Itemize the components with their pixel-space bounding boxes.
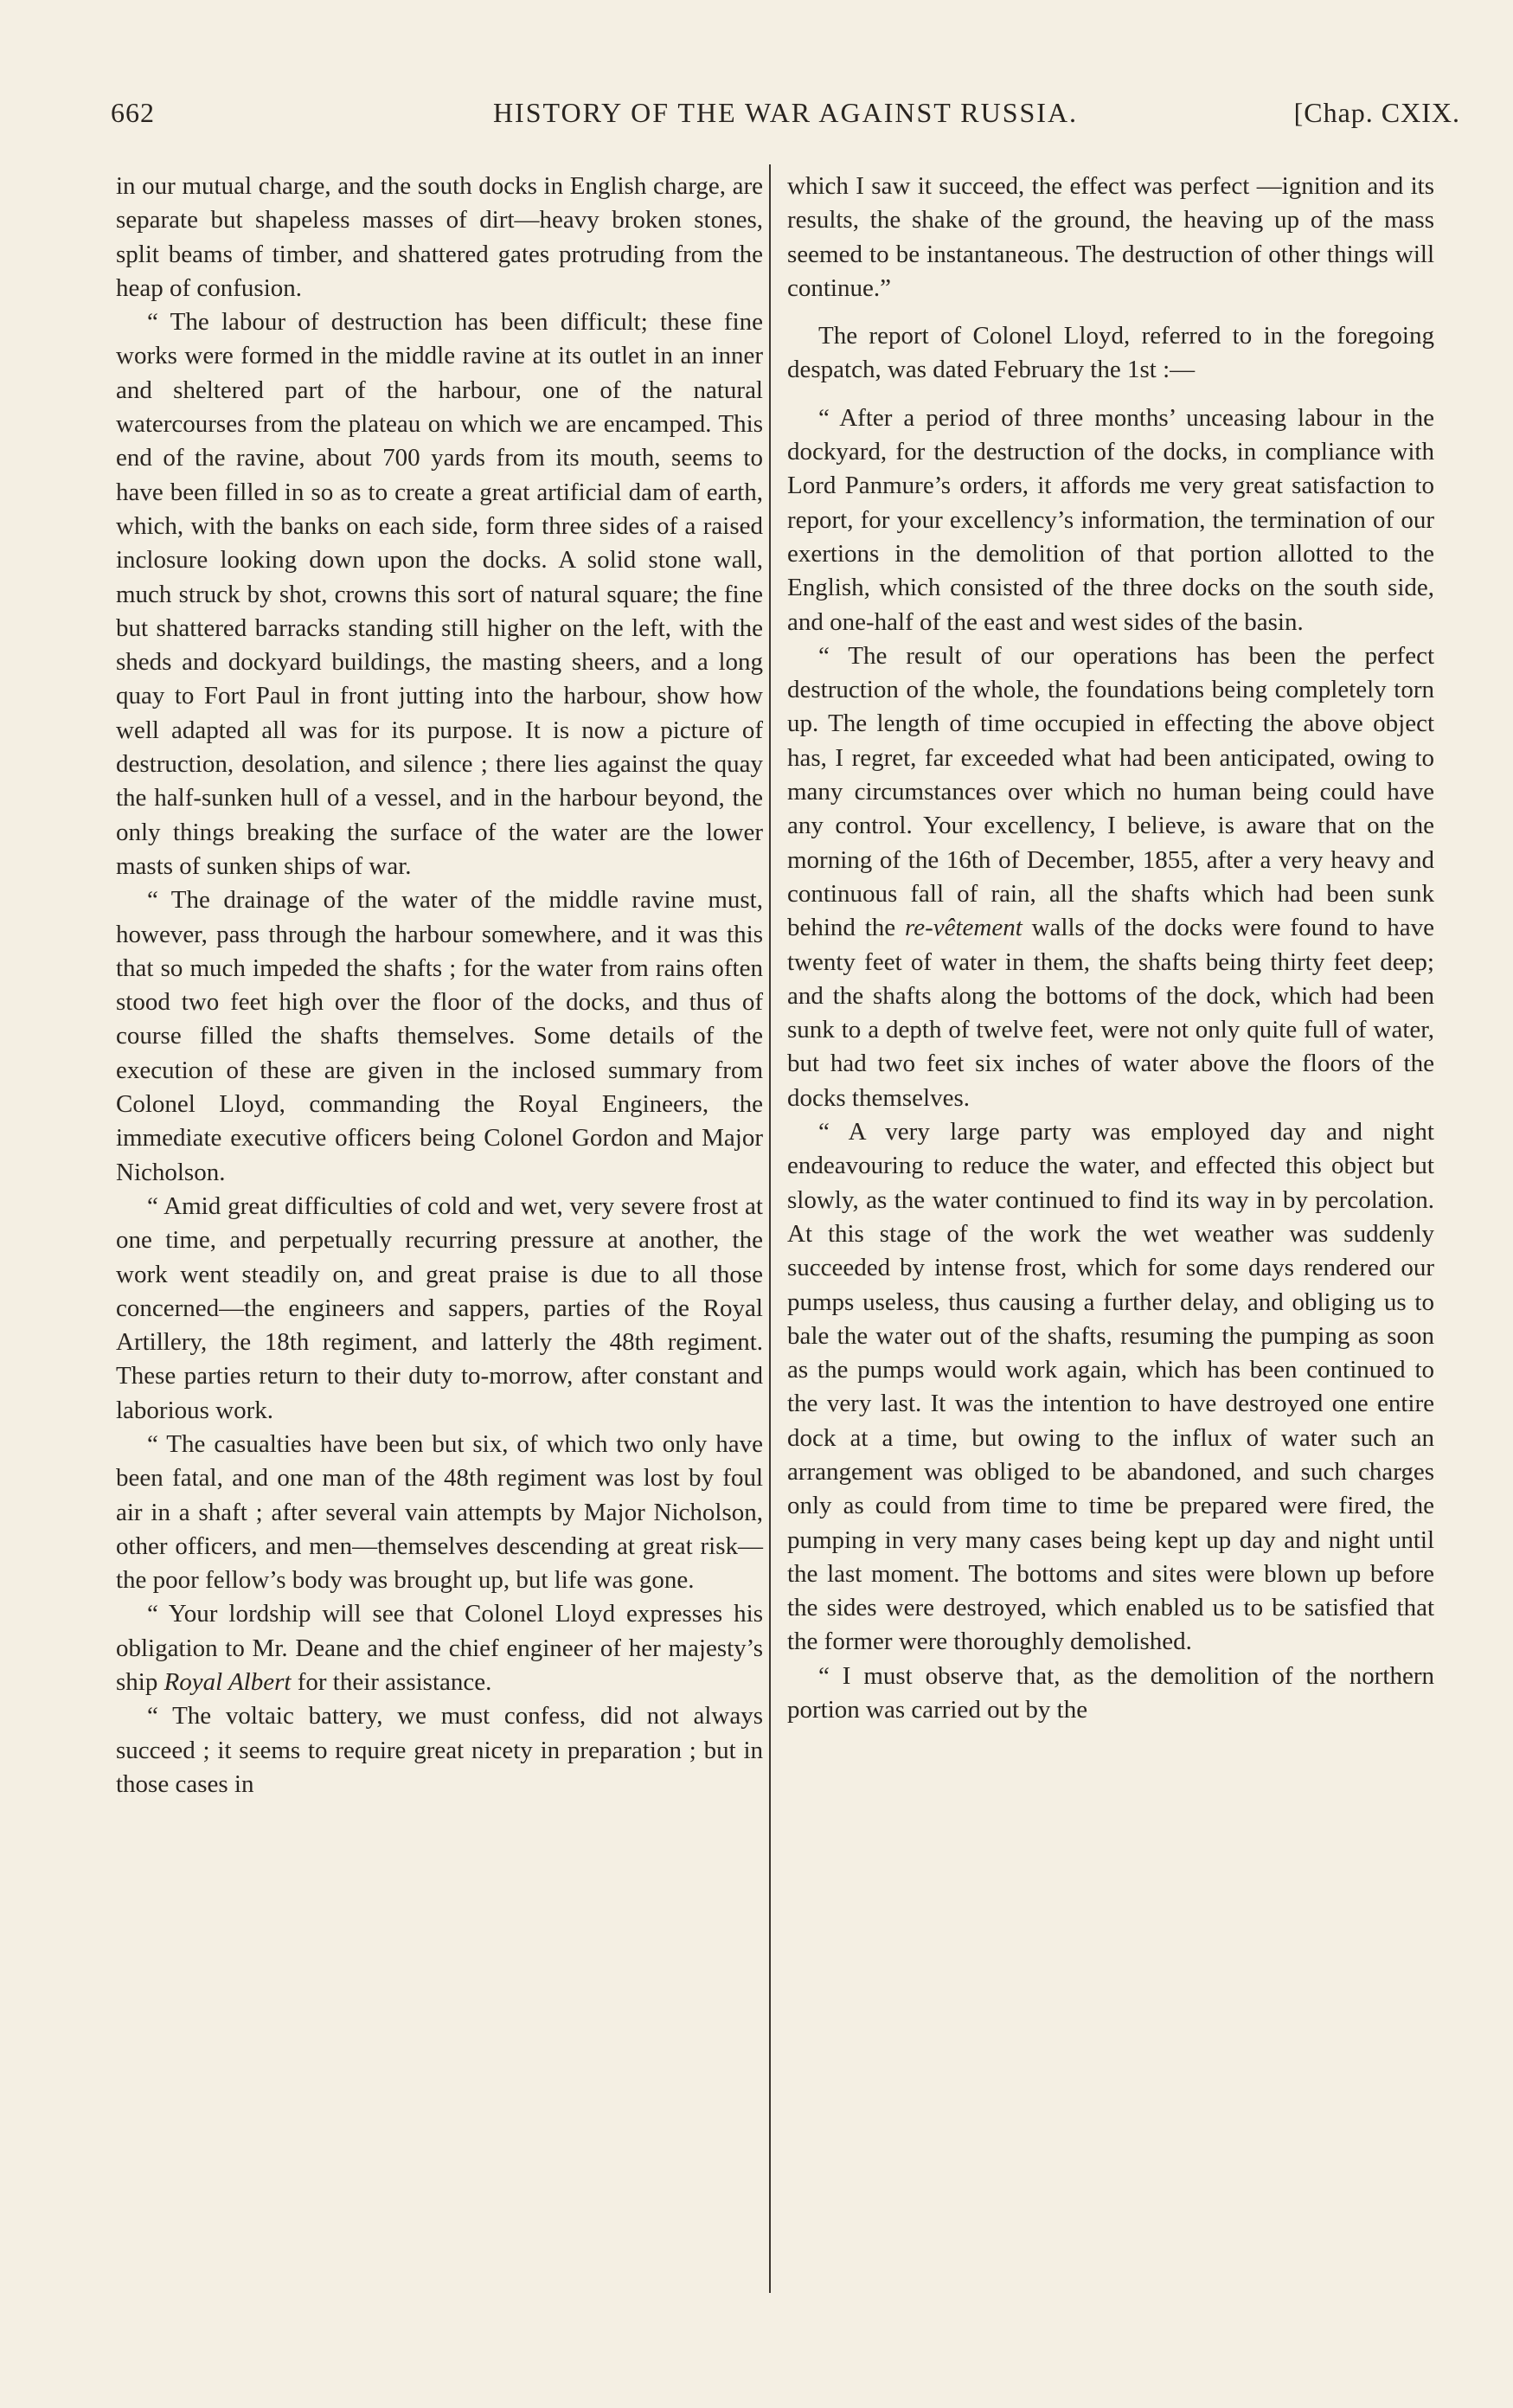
column-divider xyxy=(769,164,771,2293)
paragraph xyxy=(116,1597,763,1699)
text-run: for their assistance. xyxy=(291,1668,492,1697)
running-header xyxy=(111,97,1460,135)
chapter-label: [Chap. CXIX. xyxy=(1293,97,1460,128)
paragraph: The report of Colonel Lloyd, referred to in the foregoing despatch, was dated February the 1st :— xyxy=(787,322,1434,384)
italic-term: re-vêtement xyxy=(904,914,1023,942)
paragraph: “ After a period of three months’ unceasing labour in the dockyard, for the destruction of the docks, in compliance with Lord Panmure’s orders, it affords me very great satisfaction to report, for your excellency’s information, the termination of our exertions in the demolition of that portion allotted to the English, which consisted of the three docks on the south side, and one-half of the east and west sides of the basin. xyxy=(787,403,1434,636)
right-column xyxy=(787,170,1434,1727)
paragraph: which I saw it succeed, the effect was perfect —ignition and its results, the shake of the ground, the heaving up of the mass seemed to be instantaneous. The destruction of other things will continue.” xyxy=(787,172,1434,302)
text-run: walls of the docks were found to have twenty feet of water in them, the shafts being thirty feet deep; and the shafts along the bottoms of the dock, which had been sunk to a depth of twelve feet, were not only quite full of water, but had two feet six inches of water above the floors of the docks themselves. xyxy=(787,914,1435,1112)
paragraph: “ Amid great difficulties of cold and wet, very severe frost at one time, and perpetually recurring pressure at another, the work went steadily on, and great praise is due to all those concerned—the engineers and sappers, parties of the Royal Artillery, the 18th regiment, and latterly the 48th regiment. These parties return to their duty to-morrow, after constant and laborious work. xyxy=(116,1191,763,1424)
paragraph: “ The labour of destruction has been difficult; these fine works were formed in the middle ravine at its outlet in an inner and sheltered part of the harbour, one of the natural watercourses from the plateau on which we are encamped. This end of the ravine, about 700 yards from its mouth, seems to have been filled in so as to create a great artificial dam of earth, which, with the banks on each side, form three sides of a raised inclosure looking down upon the docks. A solid stone wall, much struck by shot, crowns this sort of natural square; the fine but shattered barracks standing still higher on the left, with the sheds and dockyard buildings, the masting sheers, and a long quay to Fort Paul in front jutting into the harbour, show how well adapted all was for its purpose. It is now a picture of destruction, desolation, and silence ; there lies against the quay the half-sunken hull of a vessel, and in the harbour beyond, the only things breaking the surface of the water are the lower masts of sunken ships of war. xyxy=(116,308,763,880)
paragraph: “ The voltaic battery, we must confess, did not always succeed ; it seems to require great nicety in preparation ; but in those cases in xyxy=(116,1702,763,1798)
paragraph: “ The casualties have been but six, of which two only have been fatal, and one man of the 48th regiment was lost by foul air in a shaft ; after several vain attempts by Major Nicholson, other officers, and men—themselves descending at great risk—the poor fellow’s body was brought up, but life was gone. xyxy=(116,1429,763,1595)
paragraph: “ I must observe that, as the demolition of the northern portion was carried out by the xyxy=(787,1661,1434,1724)
text-run: “ The result of our operations has been the perfect destruction of the whole, the foundations being completely torn up. The length of time occupied in effecting the above object has, I regret, far exceeded what had been anticipated, owing to many circumstances over which no human being could have any control. Your excellency, I believe, is aware that on the morning of the 16th of December, 1855, after a very heavy and continuous fall of rain, all the shafts which had been sunk behind the xyxy=(787,641,1434,942)
paragraph xyxy=(787,639,1434,1115)
paragraph: “ The drainage of the water of the middle ravine must, however, pass through the harbour somewhere, and it was this that so much impeded the shafts ; for the water from rains often stood two feet high over the floor of the docks, and thus of course filled the shafts themselves. Some details of the execution of these are given in the inclosed summary from Colonel Lloyd, commanding the Royal Engineers, the immediate executive officers being Colonel Gordon and Major Nicholson. xyxy=(116,886,763,1186)
running-title: HISTORY OF THE WAR AGAINST RUSSIA. xyxy=(492,97,1079,128)
left-column xyxy=(116,170,763,1801)
paragraph: “ A very large party was employed day and night endeavouring to reduce the water, and effected this object but slowly, as the water continued to find its way in by percolation. At this stage of the work the wet weather was suddenly succeeded by intense frost, which for some days rendered our pumps useless, thus causing a further delay, and obliging us to bale the water out of the shafts, resuming the pumping as soon as the pumps would work again, which has been continued to the very last. It was the intention to have destroyed one entire dock at a time, but owing to the influx of water such an arrangement was obliged to be abandoned, and such charges only as could from time to time be prepared were fired, the pumping in very many cases being kept up day and night until the last moment. The bottoms and sites were blown up before the sides were destroyed, which enabled us to be satisfied that the former were thoroughly demolished. xyxy=(787,1118,1434,1656)
ship-name: Royal Albert xyxy=(163,1668,292,1697)
text-run: “ Your lordship will see that Colonel Lloyd expresses his obligation to Mr. Deane and the chief engineer of her majesty’s ship xyxy=(116,1600,763,1697)
page-number: 662 xyxy=(111,97,155,128)
paragraph: in our mutual charge, and the south docks in English charge, are separate but shapeless masses of dirt—heavy broken stones, split beams of timber, and shattered gates protruding from the heap of confusion. xyxy=(116,172,763,302)
